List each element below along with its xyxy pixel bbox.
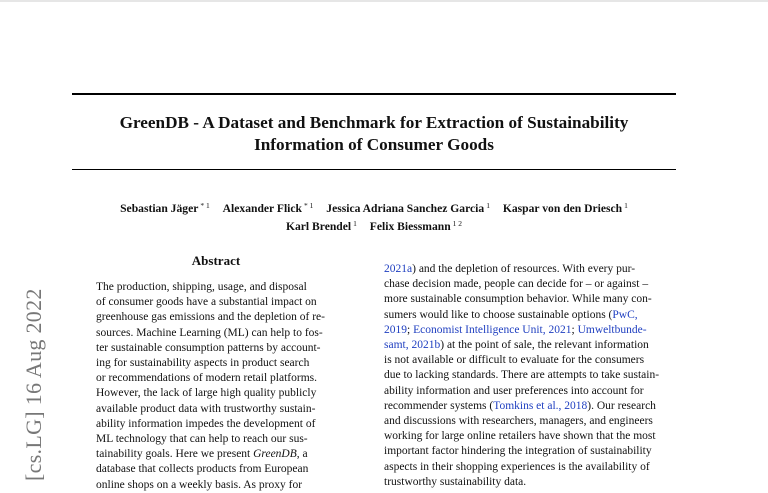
abstract-line: tainability goals. Here we present GreenDB, a bbox=[96, 448, 308, 461]
body-line: more sustainable consumption behavior. While many con- bbox=[384, 293, 652, 306]
author: Alexander Flick $^{* 1}$ bbox=[222, 201, 314, 215]
abstract-line: database that collects products from European bbox=[96, 463, 309, 476]
abstract-line: or recommendations of modern retail platforms. bbox=[96, 372, 317, 385]
citation-link[interactable]: Tomkins et al., 2018 bbox=[493, 399, 588, 412]
abstract-line: of consumer goods have a substantial impact on bbox=[96, 296, 317, 309]
author: Sebastian Jäger $^{* 1}$ bbox=[120, 201, 210, 215]
abstract-line: ability information impedes the development of bbox=[96, 417, 316, 430]
body-line: ability information and user preferences into account for bbox=[384, 384, 644, 397]
body-line: recommender systems (Tomkins et al., 2018). Our research bbox=[384, 399, 656, 412]
abstract-line: ter sustainable consumption patterns by account- bbox=[96, 341, 321, 354]
body-line: sumers would like to choose sustainable options (PwC, bbox=[384, 308, 638, 321]
paper-title bbox=[72, 112, 676, 156]
abstract-line: ML technology that can help to reach our sus- bbox=[96, 433, 308, 446]
greendb-name: GreenDB bbox=[253, 448, 297, 461]
body-line: 2019; Economist Intelligence Unit, 2021; Umweltbunde- bbox=[384, 323, 647, 336]
introduction-text bbox=[384, 262, 680, 490]
title-top-rule bbox=[72, 93, 676, 95]
author: Felix Biessmann $^{1 2}$ bbox=[369, 219, 463, 233]
abstract-line: greenhouse gas emissions and the depletion of re- bbox=[96, 311, 325, 324]
abstract-line: The production, shipping, usage, and disposal bbox=[96, 281, 307, 293]
body-line: working for large online retailers have shown that the most bbox=[384, 430, 656, 443]
body-line: chase decision made, people can decide for – or against – bbox=[384, 278, 649, 291]
title-line-1: GreenDB - A Dataset and Benchmark for Extraction of Sustainability bbox=[119, 113, 629, 132]
citation-link[interactable]: Umweltbunde- bbox=[577, 323, 647, 336]
body-line: and discussions with researchers, managers, and engineers bbox=[384, 415, 653, 428]
arxiv-stamp: [cs.LG] 16 Aug 2022 bbox=[21, 288, 46, 481]
abstract-line: available product data with trustworthy sustain- bbox=[96, 402, 316, 415]
author-list bbox=[72, 198, 676, 234]
abstract-line: online shops on a weekly basis. As proxy for bbox=[96, 478, 303, 491]
abstract-text bbox=[96, 280, 342, 493]
citation-link[interactable]: PwC, bbox=[612, 308, 638, 321]
abstract-line: ing for sustainability aspects in product search bbox=[96, 357, 310, 370]
title-bottom-rule bbox=[72, 169, 676, 170]
citation-link[interactable]: Economist Intelligence Unit, 2021 bbox=[413, 323, 572, 336]
body-line: is not available or difficult to evaluate for the consumers bbox=[384, 354, 645, 367]
body-line: samt, 2021b) at the point of sale, the relevant information bbox=[384, 339, 649, 352]
body-line: aspects in their shopping experiences is the availability of bbox=[384, 460, 650, 473]
body-line: 2021a) and the depletion of resources. With every pur- bbox=[384, 263, 636, 275]
author-line-2 bbox=[72, 216, 676, 234]
body-line: due to lacking standards. There are attempts to take sustain- bbox=[384, 369, 660, 382]
abstract-line: sources. Machine Learning (ML) can help to fos- bbox=[96, 326, 323, 339]
author: Jessica Adriana Sanchez Garcia $^1$ bbox=[326, 201, 490, 215]
author: Kaspar von den Driesch $^1$ bbox=[502, 201, 628, 215]
author-line-1 bbox=[72, 198, 676, 216]
body-line: trustworthy sustainability data. bbox=[384, 475, 527, 488]
abstract-heading: Abstract bbox=[191, 253, 241, 268]
author: Karl Brendel $^1$ bbox=[285, 219, 357, 233]
citation-link[interactable]: 2021a bbox=[384, 263, 413, 275]
title-line-2: Information of Consumer Goods bbox=[254, 135, 494, 154]
citation-link[interactable]: samt, 2021b bbox=[384, 339, 441, 352]
abstract-line: However, the lack of large high quality publicly bbox=[96, 387, 317, 400]
citation-link[interactable]: 2019 bbox=[384, 323, 407, 336]
body-line: important factor hindering the integration of sustainability bbox=[384, 445, 652, 458]
